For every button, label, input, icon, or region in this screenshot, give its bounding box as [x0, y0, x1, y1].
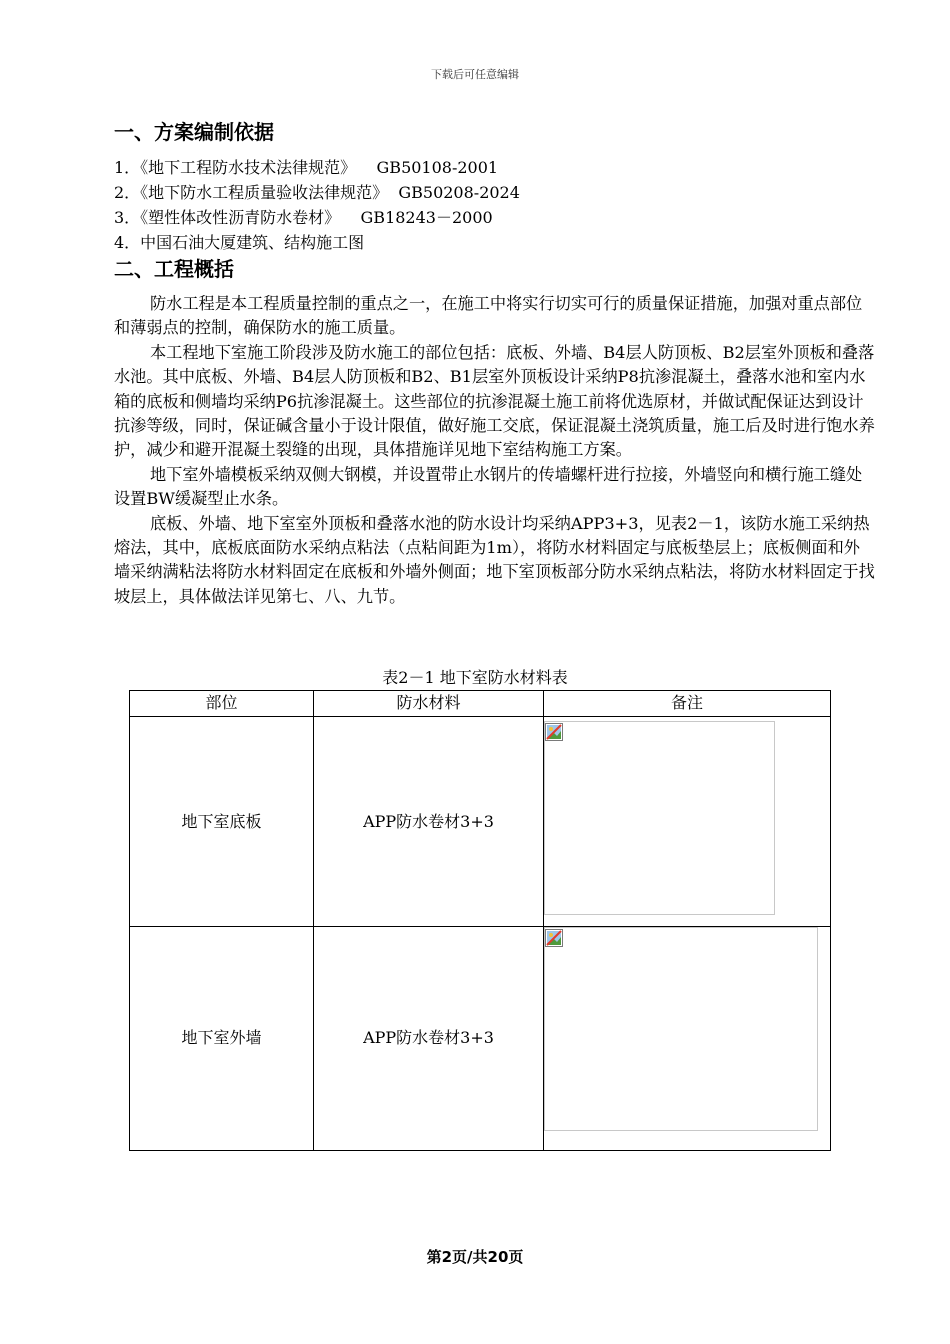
section-2-title: 二、工程概括 — [114, 257, 234, 281]
section-2-body — [114, 292, 876, 609]
reference-item: 4．中国石油大厦建筑、结构施工图 — [114, 233, 365, 252]
note-image-frame — [544, 927, 818, 1131]
section-1-title: 一、方案编制依据 — [114, 120, 274, 144]
reference-item: 1．《地下工程防水技术法律规范》 GB50108-2001 — [114, 158, 499, 177]
table-header-material: 防水材料 — [396, 693, 461, 712]
broken-image-icon — [545, 723, 563, 741]
paragraph: 底板、外墙、地下室室外顶板和叠落水池的防水设计均采纳APP3+3，见表2－1，该防水施工采纳热熔法，其中，底板底面防水采纳点粘法（点粘间距为1m），将防水材料固定与底板垫层上；底板侧面和外墙采纳满粘法将防水材料固定在底板和外墙外侧面；地下室顶板部分防水采纳点粘法，将防水材料固定于找坡层上，具体做法详见第七、八、九节。 — [114, 513, 875, 606]
paragraph: 地下室外墙模板采纳双侧大钢模，并设置带止水钢片的传墙螺杆进行拉接，外墙竖向和横行施工缝处设置BW缓凝型止水条。 — [114, 464, 863, 509]
table-cell-material: APP防水卷材3+3 — [363, 1028, 494, 1047]
header-note: 下载后可任意编辑 — [431, 68, 519, 81]
table-border-bottom — [129, 1150, 831, 1151]
reference-item: 3．《塑性体改性沥青防水卷材》 GB18243－2000 — [114, 208, 493, 227]
table-header-divider — [129, 716, 831, 717]
paragraph: 本工程地下室施工阶段涉及防水施工的部位包括：底板、外墙、B4层人防顶板、B2层室外顶板和叠落水池。其中底板、外墙、B4层人防顶板和B2、B1层室外顶板设计采纳P8抗渗混凝土，叠落水池和室内水箱的底板和侧墙均采纳P6抗渗混凝土。这些部位的抗渗混凝土施工前将优选原材，并做试配保证达到设计抗渗等级，同时，保证碱含量小于设计限值，做好施工交底，保证混凝土浇筑质量，施工后及时进行饱水养护，减少和避开混凝土裂缝的出现，具体措施详见地下室结构施工方案。 — [114, 342, 875, 460]
paragraph: 防水工程是本工程质量控制的重点之一，在施工中将实行切实可行的质量保证措施，加强对重点部位和薄弱点的控制，确保防水的施工质量。 — [114, 294, 863, 338]
table-border-top — [129, 690, 831, 691]
reference-item: 2．《地下防水工程质量验收法律规范》 GB50208-2024 — [114, 183, 520, 202]
table-border-right — [830, 690, 831, 1150]
table-header-note: 备注 — [670, 693, 703, 712]
table-border-left — [129, 690, 130, 1150]
table-cell-material: APP防水卷材3+3 — [363, 812, 494, 831]
table-caption: 表2－1 地下室防水材料表 — [382, 668, 568, 687]
table-cell-location: 地下室底板 — [181, 812, 262, 831]
table-cell-location: 地下室外墙 — [181, 1028, 262, 1047]
table-column-divider — [313, 690, 314, 1150]
note-image-frame — [544, 721, 775, 915]
broken-image-icon — [545, 929, 563, 947]
table-header-location: 部位 — [205, 693, 238, 712]
page-number: 第2页/共20页 — [426, 1248, 524, 1266]
